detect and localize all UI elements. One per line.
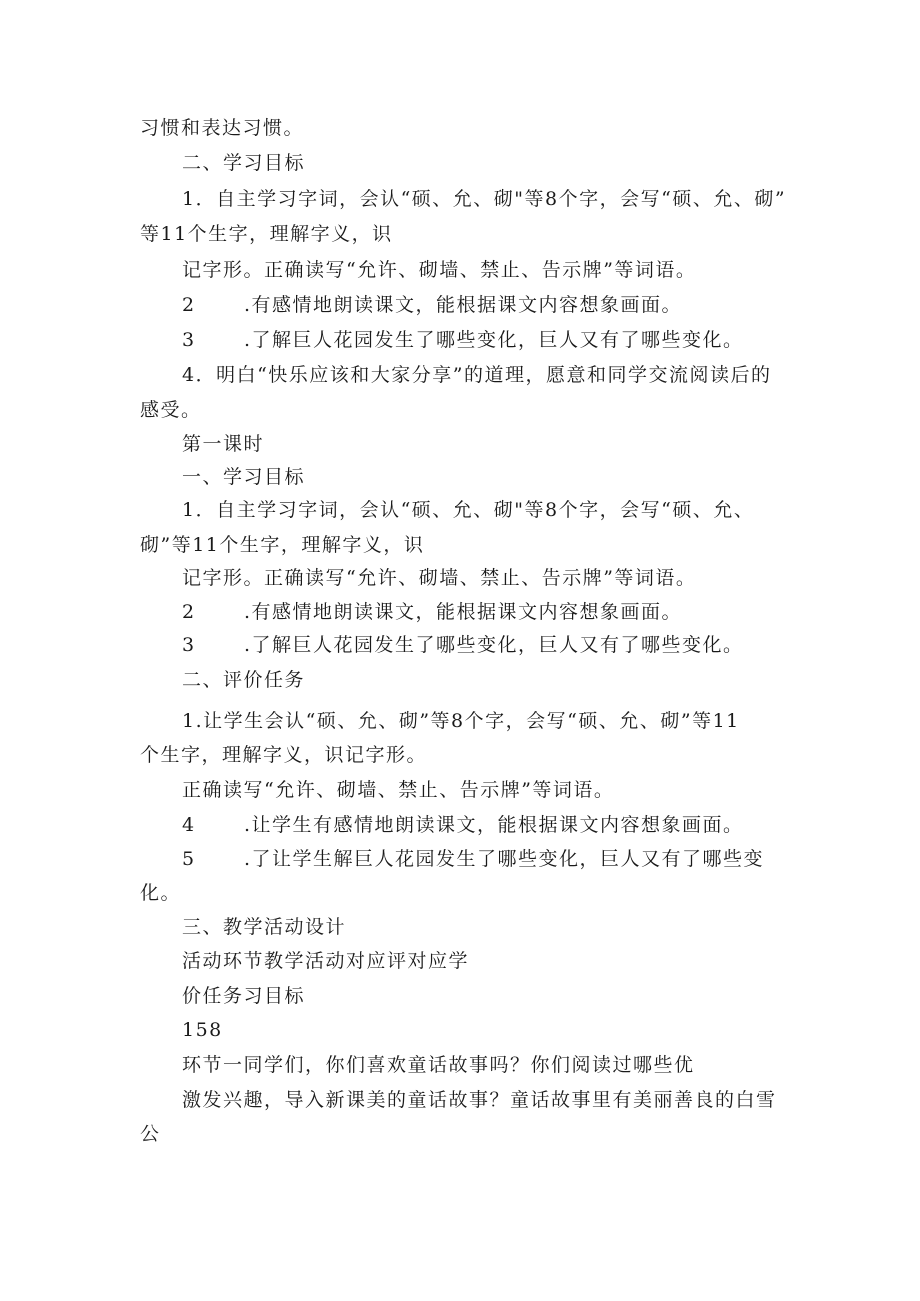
text-line: 价任务习目标: [182, 985, 306, 1007]
list-text: .了让学生解巨人花园发生了哪些变化，巨人又有了哪些变: [244, 848, 765, 870]
section-heading: 三、教学活动设计: [182, 916, 347, 938]
text-line: 1.让学生会认“硕、允、砌”等8个字，会写“硕、允、砌”等11: [182, 710, 740, 732]
text-line: 砌”等11个生字，理解字义，识: [140, 534, 425, 556]
page-number: 158: [182, 1019, 223, 1041]
text-line: 等11个生字，理解字义，识: [140, 223, 393, 245]
section-heading: 二、学习目标: [182, 152, 306, 174]
list-item: [182, 813, 744, 837]
list-item: [182, 600, 682, 624]
list-text: .有感情地朗读课文，能根据课文内容想象画面。: [244, 601, 683, 623]
text-line: 化。: [140, 882, 182, 904]
list-number: 3: [182, 329, 196, 351]
list-text: .有感情地朗读课文，能根据课文内容想象画面。: [244, 294, 683, 316]
text-line: 激发兴趣，导入新课美的童话故事？童话故事里有美丽善良的白雪: [182, 1089, 777, 1111]
lesson-heading: 第一课时: [182, 433, 265, 455]
list-text: .了解巨人花园发生了哪些变化，巨人又有了哪些变化。: [244, 329, 744, 351]
text-line: 个生字，理解字义，识记字形。: [140, 744, 428, 766]
list-text: .了解巨人花园发生了哪些变化，巨人又有了哪些变化。: [244, 634, 744, 656]
text-line: 记字形。正确读写“允许、砌墙、禁止、告示牌”等词语。: [182, 259, 697, 281]
list-number: 2: [182, 601, 196, 623]
list-text: .让学生有感情地朗读课文，能根据课文内容想象画面。: [244, 814, 744, 836]
text-line: 正确读写“允许、砌墙、禁止、告示牌”等词语。: [182, 779, 615, 801]
list-number: 2: [182, 294, 196, 316]
list-number: 3: [182, 634, 196, 656]
section-heading: 一、学习目标: [182, 466, 306, 488]
text-line: 1．自主学习字词，会认“硕、允、砌"等8个字，会写“硕、允、砌”: [182, 188, 787, 210]
list-item: [182, 633, 744, 657]
text-line: 环节一同学们，你们喜欢童话故事吗？你们阅读过哪些优: [182, 1054, 695, 1076]
text-line: 1．自主学习字词，会认“硕、允、砌"等8个字，会写“硕、允、: [182, 499, 755, 521]
text-line: 记字形。正确读写“允许、砌墙、禁止、告示牌”等词语。: [182, 567, 697, 589]
list-number: 5: [182, 848, 196, 870]
text-line: 活动环节教学活动对应评对应学: [182, 950, 470, 972]
text-line: 4．明白“快乐应该和大家分享”的道理，愿意和同学交流阅读后的: [182, 364, 772, 386]
list-item: [182, 847, 764, 871]
list-item: [182, 328, 744, 352]
text-line: 感受。: [140, 399, 202, 421]
text-line: 习惯和表达习惯。: [140, 117, 305, 139]
list-item: [182, 293, 682, 317]
list-number: 4: [182, 814, 196, 836]
section-heading: 二、评价任务: [182, 669, 306, 691]
text-line: 公: [140, 1123, 161, 1145]
